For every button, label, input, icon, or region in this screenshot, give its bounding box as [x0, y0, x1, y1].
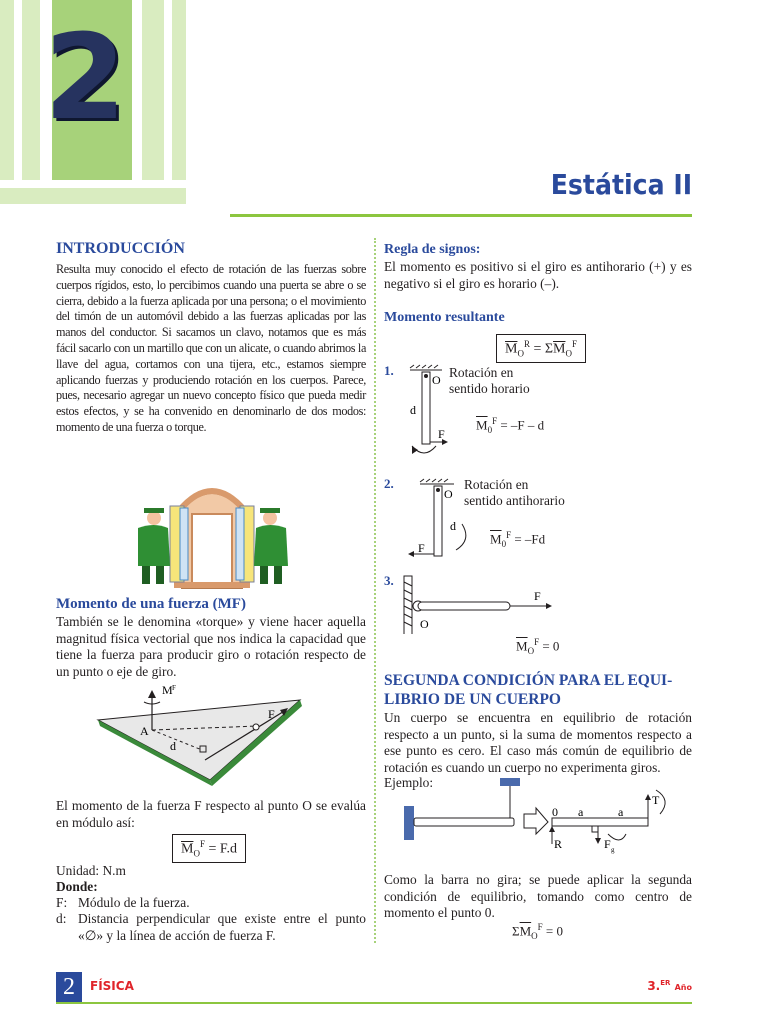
case-3-number: 3. [384, 573, 394, 588]
footer-rule [56, 1002, 692, 1004]
moment-heading: Momento de una fuerza (MF) [56, 596, 246, 612]
chapter-number: 2 [44, 8, 125, 146]
case-3-formula: $\overline{M}_O^F = 0$ [516, 637, 560, 656]
resultant-heading: Momento resultante [384, 310, 505, 325]
svg-text:F: F [604, 837, 611, 851]
final-formula: $\Sigma\overline{M}_O^F = 0$ [512, 922, 563, 941]
intro-heading: INTRODUCCIÓN [56, 240, 185, 257]
intro-paragraph: Resulta muy conocido el efecto de rotación de las fuerzas sobre cuerpos rígidos, esto, lo percibimos cuando una puerta se abre o se cierra, debido a la fuerza aplicada por una persona; o el movimiento del timón de un automóvil debido a las fuerzas aplicadas por las manos del conductor. Si sacamos un clavo, notamos que es más fácil sacarlo con un martillo que con un alicate, o cuando abrimos la llave del agua, cortamos con una tijera, etc., estamos siempre aplicando fuerzas y produciendo rotación en los cuerpos. Parece, pues, necesario agregar un nuevo concepto físico que pueda medir estos efectos, y se ha convenido en denominarlo de dos modos: momento de una fuerza o torque. [56, 262, 366, 434]
diagram-m-label: M [162, 683, 173, 697]
diagram-d-label: d [170, 739, 176, 753]
moment-plane-diagram [90, 680, 320, 790]
conclusion-paragraph: Como la barra no gira; se puede aplicar la segunda condición de equilibrio, tomando como centro de momento el punto 0. [384, 872, 692, 921]
moment-formula: $\overline{M}_O^F = F.d$ [172, 834, 246, 863]
case-1-text-2: sentido horario [449, 381, 530, 396]
second-condition-heading: SEGUNDA CONDICIÓN PARA EL EQUI- LIBRIO DE UN CUERPO [384, 672, 673, 708]
case-1-text-1: Rotación en [449, 365, 514, 380]
grade-label: 3.$^{ER}$ Año [647, 979, 692, 993]
title-underline [230, 214, 692, 217]
svg-text:a: a [578, 805, 584, 819]
case-2-text-2: sentido antihorario [464, 493, 565, 508]
example-label: Ejemplo: [384, 775, 434, 790]
page-title: Estática II [550, 168, 692, 201]
case-1-number: 1. [384, 363, 394, 378]
page-number: 2 [56, 972, 82, 1002]
unit-text: Unidad: N.m [56, 863, 126, 878]
diagram-f-label: F [268, 707, 275, 721]
diagram-a-label: A [140, 724, 149, 738]
svg-text:F: F [418, 541, 425, 555]
diagram-m-sup: F [172, 684, 176, 692]
svg-text:a: a [618, 805, 624, 819]
def-f: F: Módulo de la fuerza. [56, 895, 190, 910]
donde-label: Donde: [56, 879, 98, 894]
svg-text:O: O [420, 617, 429, 631]
svg-text:d: d [410, 403, 416, 417]
signs-paragraph: El momento es positivo si el giro es antihorario (+) y es negativo si el giro es horario (–). [384, 259, 692, 291]
resultant-formula: $\overline{M}_O^R = \Sigma\overline{M}_O^F$ [496, 334, 586, 363]
svg-text:O: O [432, 373, 441, 387]
subject-label: FÍSICA [90, 979, 134, 993]
case-2-formula: $\overline{M}_0^F = -Fd$ [490, 530, 546, 549]
second-condition-paragraph: Un cuerpo se encuentra en equilibrio de rotación respecto a un punto, si la suma de momentos respecto a ese punto es cero. El caso más común de equilibrio de rotación es cuando un cuerpo no experimenta giros. [384, 710, 692, 775]
case-2-number: 2. [384, 476, 394, 491]
example-diagram [402, 776, 692, 856]
svg-text:F: F [534, 589, 541, 603]
svg-text:T: T [652, 793, 660, 807]
svg-text:0: 0 [552, 805, 558, 819]
case-1-formula: $\overline{M}_0^F = -F - d$ [476, 416, 545, 435]
module-paragraph: El momento de la fuerza F respecto al punto O se evalúa en módulo así: [56, 798, 366, 830]
svg-text:g: g [611, 846, 615, 854]
case-3-diagram [400, 574, 560, 634]
svg-text:O: O [444, 487, 453, 501]
def-d: d: Distancia perpendicular que existe entre el punto «∅» y la línea de acción de fuerza F. [56, 911, 366, 943]
column-divider [374, 238, 376, 943]
moment-paragraph: También se le denomina «torque» y viene hacer aquella magnitud física vectorial que nos indica la capacidad que tiene la fuerza para producir giro o rotación respecto de un punto o eje de giro. [56, 614, 366, 679]
svg-text:F: F [438, 427, 445, 441]
svg-text:d: d [450, 519, 456, 533]
case-2-text-1: Rotación en [464, 477, 529, 492]
case-2-diagram [400, 478, 470, 568]
doormen-illustration [132, 470, 292, 590]
signs-heading: Regla de signos: [384, 242, 481, 257]
svg-text:R: R [554, 837, 563, 851]
